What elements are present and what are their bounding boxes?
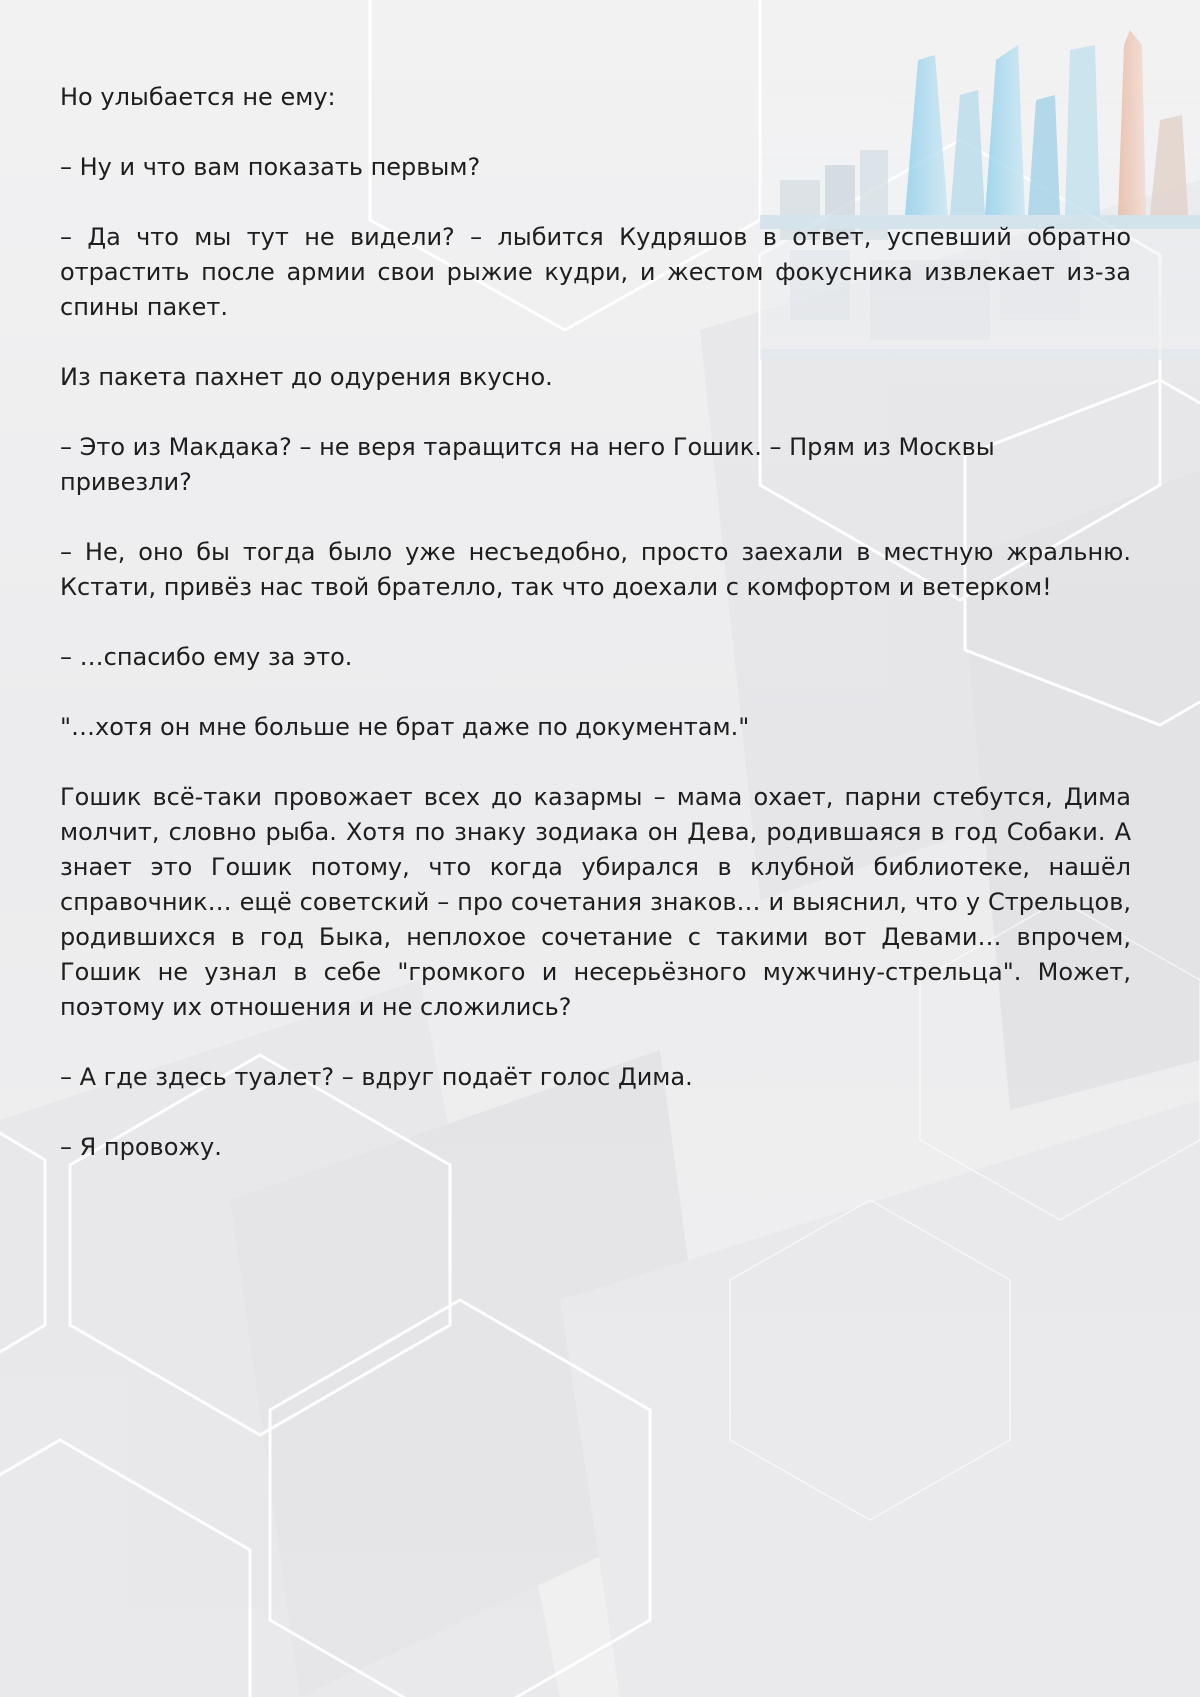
paragraph: – Ну и что вам показать первым? <box>60 153 481 181</box>
paragraph: Гошик всё-таки провожает всех до казармы – мама охает, парни стебутся, Дима молчит, словно рыба. Хотя по знаку зодиака он Дева, родившаяся в год Собаки. А знает это Гошик потому, что когда убирался в клубной библиотеке, нашёл справочник… ещё советский – про сочетания знаков… и выяснил, что у Стрельцов, родившихся в год Быка, неплохое сочетание с такими вот Девами… впрочем, Гошик не узнал в себе "громкого и несерьёзного мужчину-стрельца". Может, поэтому их отношения и не сложились? <box>60 783 1131 1021</box>
paragraph: Но улыбается не ему: <box>60 83 336 111</box>
paragraph: – Да что мы тут не видели? – лыбится Кудряшов в ответ, успевший обратно отрастить после армии свои рыжие кудри, и жестом фокусника извлекает из-за спины пакет. <box>60 223 1131 321</box>
paragraph: "…хотя он мне больше не брат даже по документам." <box>60 713 750 741</box>
paragraph: – Это из Макдака? – не веря таращится на него Гошик. – Прям из Москвы привезли? <box>60 433 995 496</box>
paragraph: – Я провожу. <box>60 1133 222 1161</box>
document-text <box>60 80 1131 1200</box>
paragraph: – …спасибо ему за это. <box>60 643 353 671</box>
paragraph: – Не, оно бы тогда было уже несъедобно, просто заехали в местную жральню. Кстати, привёз нас твой брателло, так что доехали с комфортом и ветерком! <box>60 538 1131 601</box>
paragraph: Из пакета пахнет до одурения вкусно. <box>60 363 553 391</box>
paragraph: – А где здесь туалет? – вдруг подаёт голос Дима. <box>60 1063 693 1091</box>
